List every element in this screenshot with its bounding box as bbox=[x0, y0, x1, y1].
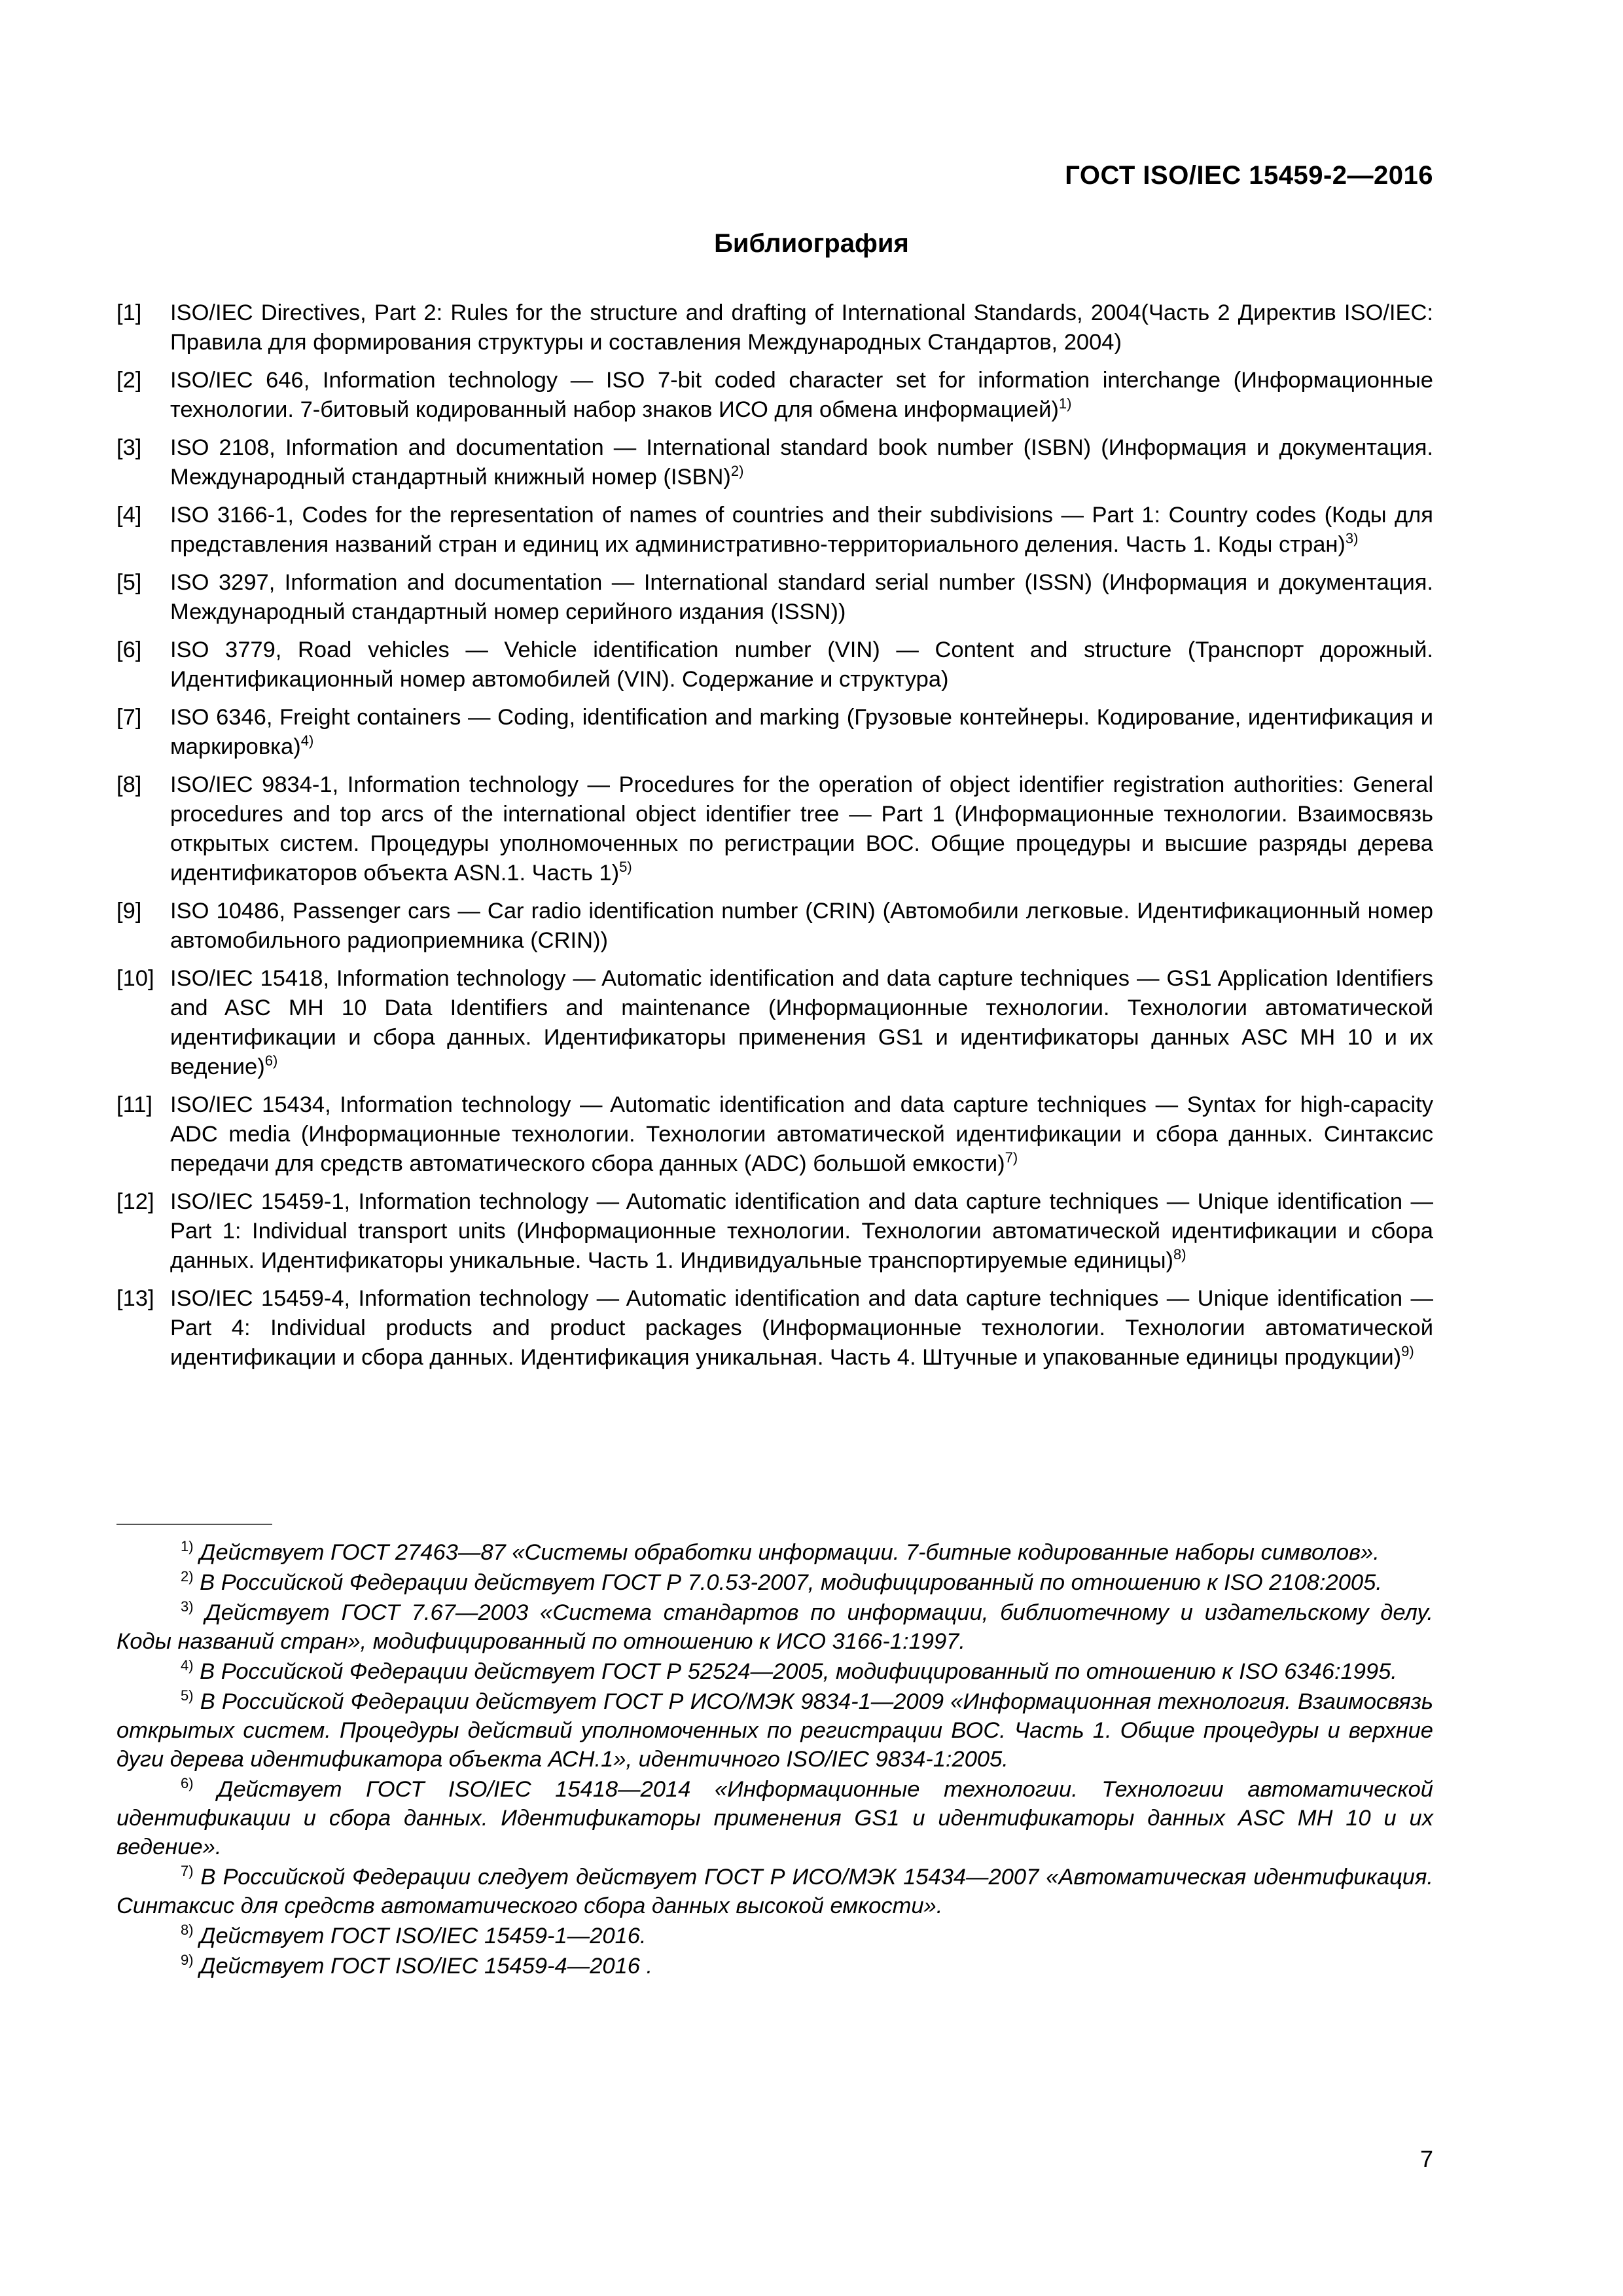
footnote-reference: 6) bbox=[264, 1052, 278, 1069]
footnote bbox=[116, 1568, 1433, 1597]
entry-number: [4] bbox=[116, 503, 142, 528]
footnote-reference: 8) bbox=[1173, 1246, 1186, 1263]
footnote-text: Действует ГОСТ 7.67—2003 «Система стандартов по информации, библиотечному и издательскому делу. Коды названий стран», модифицированный по отношению к ИСО 3166-1:1997. bbox=[116, 1600, 1433, 1654]
footnote-reference: 1) bbox=[1058, 395, 1072, 412]
entry-text: ISO/IEC 646, Information technology — ISO 7-bit coded character set for information interchange (Информационные технологии. 7-битовый кодированный набор знаков ИСО для обмена информацией) bbox=[170, 368, 1433, 422]
footnote bbox=[116, 1598, 1433, 1656]
footnote-mark: 7) bbox=[181, 1863, 194, 1879]
entry-text: ISO/IEC 9834-1, Information technology — Procedures for the operation of object identifier registration authorities: General procedures and top arcs of the international object identifier tree — Part 1 (Информационные технологии. Взаимосвязь открытых систем. Процедуры уполномоченных по регистрации ВОС. Общие процедуры и высшие разряды дерева идентификаторов объекта ASN.1. Часть 1) bbox=[170, 772, 1433, 886]
document-header: ГОСТ ISO/IEC 15459-2—2016 bbox=[1065, 161, 1433, 190]
footnote-text: В Российской Федерации следует действует ГОСТ Р ИСО/МЭК 15434—2007 «Автоматическая идентификация. Синтаксис для средств автоматического сбора данных высокой емкости». bbox=[116, 1865, 1433, 1918]
bibliography-entry bbox=[116, 1187, 1433, 1276]
footnote-reference: 3) bbox=[1345, 530, 1359, 547]
entry-text: ISO 10486, Passenger cars — Car radio identification number (CRIN) (Автомобили легковые. Идентификационный номер автомобильного радиоприемника (CRIN)) bbox=[170, 899, 1433, 953]
bibliography-entry bbox=[116, 501, 1433, 560]
entry-number: [1] bbox=[116, 300, 142, 325]
entry-number: [9] bbox=[116, 899, 142, 924]
footnote-text: Действует ГОСТ 27463—87 «Системы обработки информации. 7-битные кодированные наборы символов». bbox=[193, 1540, 1380, 1565]
page-title: Библиография bbox=[714, 229, 909, 258]
footnote-text: Действует ГОСТ ISO/IEC 15459-1—2016. bbox=[193, 1924, 647, 1948]
entry-number: [6] bbox=[116, 637, 142, 662]
entry-text: ISO 2108, Information and documentation — International standard book number (ISBN) (Информация и документация. Международный стандартный книжный номер (ISBN) bbox=[170, 435, 1433, 490]
entry-number: [10] bbox=[116, 966, 154, 991]
footnote bbox=[116, 1775, 1433, 1861]
entry-text: ISO/IEC 15434, Information technology — Automatic identification and data capture techniques — Syntax for high-capacity ADC media (Информационные технологии. Технологии автоматической идентификации и сбора данных. Синтаксис передачи для средств автоматического сбора данных (ADC) большой емкости) bbox=[170, 1092, 1433, 1176]
footnote-reference: 2) bbox=[730, 463, 744, 479]
footnote-mark: 1) bbox=[181, 1538, 194, 1554]
entry-number: [5] bbox=[116, 570, 142, 595]
footnote-mark: 6) bbox=[181, 1775, 194, 1791]
footnote bbox=[116, 1687, 1433, 1774]
bibliography-entry bbox=[116, 1090, 1433, 1179]
footnote-reference: 4) bbox=[300, 732, 314, 749]
footnote bbox=[116, 1538, 1433, 1567]
entry-text: ISO 3297, Information and documentation — International standard serial number (ISSN) (Информация и документация. Международный стандартный номер серийного издания (ISSN)) bbox=[170, 570, 1433, 624]
footnote-reference: 9) bbox=[1401, 1343, 1414, 1359]
entry-text: ISO 3779, Road vehicles — Vehicle identification number (VIN) — Content and structure (Транспорт дорожный. Идентификационный номер автомобилей (VIN). Содержание и структура) bbox=[170, 637, 1433, 692]
bibliography-entry bbox=[116, 636, 1433, 694]
footnote-reference: 5) bbox=[619, 859, 632, 875]
footnote bbox=[116, 1952, 1433, 1981]
entry-text: ISO/IEC Directives, Part 2: Rules for the structure and drafting of International Standards, 2004(Часть 2 Директив ISO/IEC: Правила для формирования структуры и составления Международных Стандартов, 2004) bbox=[170, 300, 1433, 355]
bibliography-entry bbox=[116, 703, 1433, 762]
entry-number: [12] bbox=[116, 1189, 154, 1214]
bibliography-entry bbox=[116, 568, 1433, 627]
bibliography-entry bbox=[116, 433, 1433, 492]
footnote bbox=[116, 1922, 1433, 1950]
footnote-text: В Российской Федерации действует ГОСТ Р 7.0.53-2007, модифицированный по отношению к ISO 2108:2005. bbox=[193, 1570, 1382, 1595]
footnote-mark: 9) bbox=[181, 1952, 194, 1968]
entry-number: [7] bbox=[116, 705, 142, 730]
bibliography-entry bbox=[116, 897, 1433, 956]
footnote-mark: 8) bbox=[181, 1922, 194, 1938]
entry-text: ISO 6346, Freight containers — Coding, identification and marking (Грузовые контейнеры. Кодирование, идентификация и маркировка) bbox=[170, 705, 1433, 759]
footnotes-list bbox=[116, 1538, 1433, 1982]
footnote-reference: 7) bbox=[1005, 1149, 1018, 1166]
footnote-text: В Российской Федерации действует ГОСТ Р ИСО/МЭК 9834-1—2009 «Информационная технология. Взаимосвязь открытых систем. Процедуры действий уполномоченных по регистрации ВОС. Часть 1. Общие процедуры и верхние дуги дерева идентификатора объекта АСН.1», идентичного ISO/IEC 9834-1:2005. bbox=[116, 1689, 1433, 1772]
footnote-divider bbox=[116, 1524, 272, 1525]
bibliography-entry bbox=[116, 366, 1433, 425]
footnote bbox=[116, 1657, 1433, 1686]
entry-text: ISO/IEC 15418, Information technology — Automatic identification and data capture techniques — GS1 Application Identifiers and ASC MH 10 Data Identifiers and maintenance (Информационные технологии. Технологии автоматической идентификации и сбора данных. Идентификаторы применения GS1 и идентификаторы данных ASC MH 10 и их ведение) bbox=[170, 966, 1433, 1079]
footnote-text: Действует ГОСТ ISO/IEC 15418—2014 «Информационные технологии. Технологии автоматической идентификации и сбора данных. Идентификаторы применения GS1 и идентификаторы данных ASC MH 10 и их ведение». bbox=[116, 1777, 1433, 1859]
bibliography-entry bbox=[116, 964, 1433, 1082]
footnote-mark: 4) bbox=[181, 1657, 194, 1674]
entry-number: [13] bbox=[116, 1286, 154, 1311]
entry-number: [3] bbox=[116, 435, 142, 460]
footnote-text: В Российской Федерации действует ГОСТ Р 52524—2005, модифицированный по отношению к ISO 6346:1995. bbox=[193, 1659, 1397, 1684]
entry-text: ISO 3166-1, Codes for the representation of names of countries and their subdivisions — Part 1: Country codes (Коды для представления названий стран и единиц их административно-территориального деления. Часть 1. Коды стран) bbox=[170, 503, 1433, 557]
bibliography-entry bbox=[116, 1284, 1433, 1372]
entry-number: [11] bbox=[116, 1092, 152, 1117]
entry-text: ISO/IEC 15459-1, Information technology — Automatic identification and data capture techniques — Unique identification — Part 1: Individual transport units (Информационные технологии. Технологии автоматической идентификации и сбора данных. Идентификаторы уникальные. Часть 1. Индивидуальные транспортируемые единицы) bbox=[170, 1189, 1433, 1273]
entry-number: [2] bbox=[116, 368, 142, 393]
entry-number: [8] bbox=[116, 772, 142, 797]
bibliography-list bbox=[116, 298, 1433, 1381]
bibliography-entry bbox=[116, 298, 1433, 357]
footnote bbox=[116, 1863, 1433, 1920]
footnote-mark: 2) bbox=[181, 1568, 194, 1585]
footnote-mark: 5) bbox=[181, 1687, 194, 1704]
footnote-text: Действует ГОСТ ISO/IEC 15459-4—2016 . bbox=[193, 1954, 653, 1979]
entry-text: ISO/IEC 15459-4, Information technology — Automatic identification and data capture techniques — Unique identification — Part 4: Individual products and product packages (Информационные технологии. Технологии автоматической идентификации и сбора данных. Идентификация уникальная. Часть 4. Штучные и упакованные единицы продукции) bbox=[170, 1286, 1433, 1370]
page-number: 7 bbox=[1419, 2145, 1433, 2172]
footnote-mark: 3) bbox=[181, 1598, 194, 1615]
bibliography-entry bbox=[116, 770, 1433, 888]
